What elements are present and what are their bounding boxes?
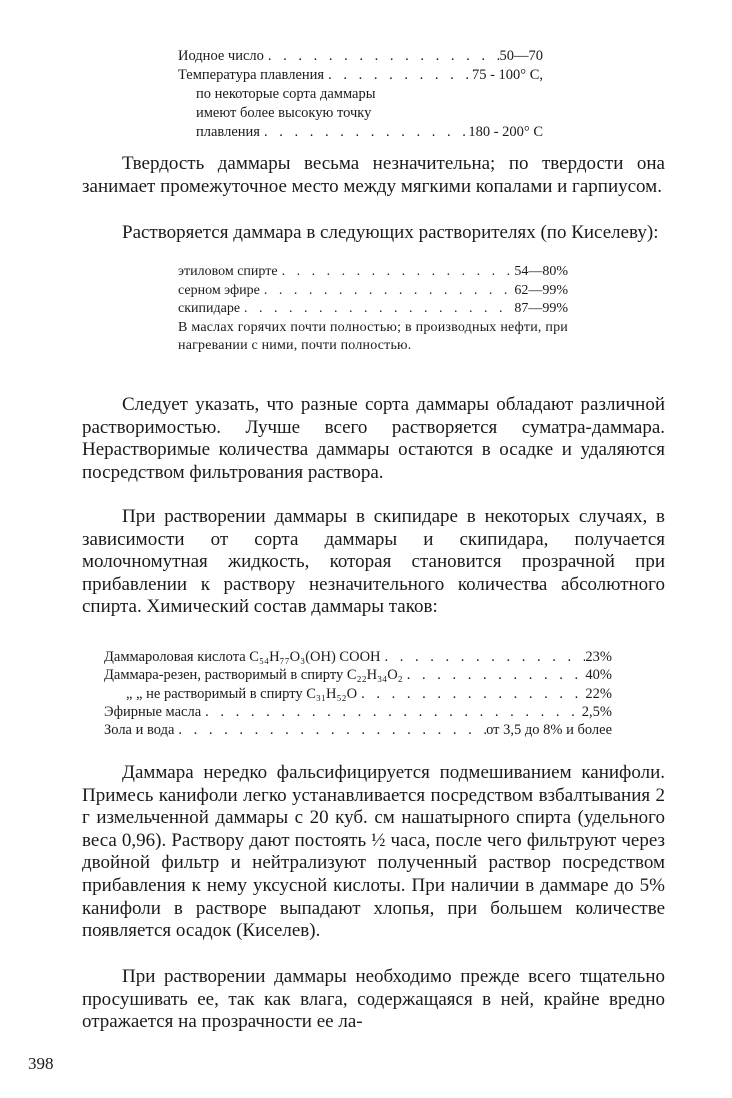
property-row: [178, 66, 543, 85]
solvent-label: этиловом спирте: [178, 264, 278, 279]
property-note-line: имеют более высокую точку: [196, 105, 372, 121]
paragraph-text: При растворении даммары необходимо прежде всего тщательно просушивать ее, так как влага, содержащаяся в ней, крайне вредно отражается на прозрачности ее ла-: [82, 966, 665, 1033]
paragraph-text: При растворении даммары в скипидаре в некоторых случаях, в зависимости от сорта даммары и скипидара, получается молочномутная жидкость, которая становится прозрачной при прибавлении к раствору незначительного количества абсолютного спирта. Химический состав даммары таков:: [82, 506, 665, 618]
composition-row: [104, 685, 612, 703]
property-label: Иодное число: [178, 48, 264, 64]
property-row: [178, 123, 543, 142]
solvent-row: [178, 263, 568, 282]
solvent-value: 54—80%: [514, 264, 568, 279]
leader-dots: [264, 47, 500, 66]
composition-label: Даммара-резен, растворимый в спирту C₂₂H₃₄O₂: [104, 667, 403, 684]
page-number: 398: [28, 1054, 54, 1073]
leader-dots: [324, 66, 472, 85]
paragraph-text: Следует указать, что разные сорта даммары обладают различной растворимостью. Лучше всего растворяется суматра-даммара. Нерастворимые количества даммары остаются в осадке и удаляются посредством фильтрования раствора.: [82, 394, 665, 483]
composition-value: 22%: [585, 685, 612, 702]
solvent-label: серном эфире: [178, 282, 260, 298]
leader-dots: [357, 685, 585, 703]
composition-label: Даммароловая кислота C₅₄H₇₇O₃(OH) COOH: [104, 649, 381, 665]
solvent-value: 87—99%: [514, 301, 568, 316]
leader-dots: [240, 300, 514, 319]
composition-value: 2,5%: [581, 703, 612, 720]
leader-dots: [278, 263, 515, 282]
paragraph-text: Растворяется даммара в следующих растворителях (по Киселеву):: [122, 222, 659, 243]
leader-dots: [260, 282, 514, 301]
composition-row: [104, 721, 612, 739]
falsification-paragraph: [82, 762, 665, 943]
paragraph-text: Твердость даммары весьма незначительна; по твердости она занимает промежуточное место между мягкими копалами и гарпиусом.: [82, 153, 665, 197]
solvent-value: 62—99%: [514, 282, 568, 298]
composition-label: Эфирные масла: [104, 703, 202, 720]
composition-value: от 3,5 до 8% и более: [486, 722, 612, 739]
composition-value: 40%: [585, 667, 612, 684]
properties-table: [178, 47, 543, 142]
solvents-note: В маслах горячих почти полностью; в производных нефти, при нагревании с ними, почти полностью.: [178, 320, 568, 353]
property-label: плавления: [196, 124, 260, 140]
composition-row: [104, 703, 612, 721]
composition-label: „ „ не растворимый в спирту C₃₁H₅₂O: [126, 685, 358, 702]
composition-row: [104, 648, 612, 666]
solvent-label: скипидаре: [178, 301, 241, 316]
leader-dots: [403, 666, 586, 684]
composition-row: [104, 666, 612, 684]
composition-value: 23%: [585, 649, 612, 665]
property-label: Температура плавления: [178, 67, 325, 83]
leader-dots: [381, 648, 586, 666]
solvents-table: [178, 263, 568, 319]
solvent-row: [178, 300, 568, 319]
property-row: [178, 47, 543, 66]
solubility-paragraph: [82, 394, 665, 484]
paragraph-text: Даммара нередко фальсифицируется подмешиванием канифоли. Примесь канифоли легко устанавливается посредством взбалтывания 2 г измельченной даммары с 20 куб. см нашатырного спирта (удельного веса 0,96). Раствору дают постоять ½ часа, после чего фильтруют через двойной фильтр и нейтрализуют полученный раствор посредством прибавления к нему уксусной кислоты. При наличии в даммаре до 5% канифоли в растворе выпадают хлопья, при большем количестве появляется осадок (Киселев).: [82, 762, 665, 942]
property-value: 180 - 200° С: [468, 124, 543, 140]
property-value: 50—70: [499, 48, 543, 64]
composition-table: [104, 648, 612, 739]
solvent-row: [178, 282, 568, 301]
turpentine-paragraph: [82, 506, 665, 619]
solvents-intro: [82, 222, 665, 245]
leader-dots: [201, 703, 582, 721]
property-value: 75 - 100° С,: [471, 67, 543, 83]
hardness-paragraph: [82, 153, 665, 198]
composition-label: Зола и вода: [104, 722, 175, 739]
leader-dots: [174, 721, 486, 739]
property-note-line: по некоторые сорта даммары: [196, 86, 376, 102]
drying-paragraph: [82, 966, 665, 1034]
leader-dots: [260, 123, 468, 142]
